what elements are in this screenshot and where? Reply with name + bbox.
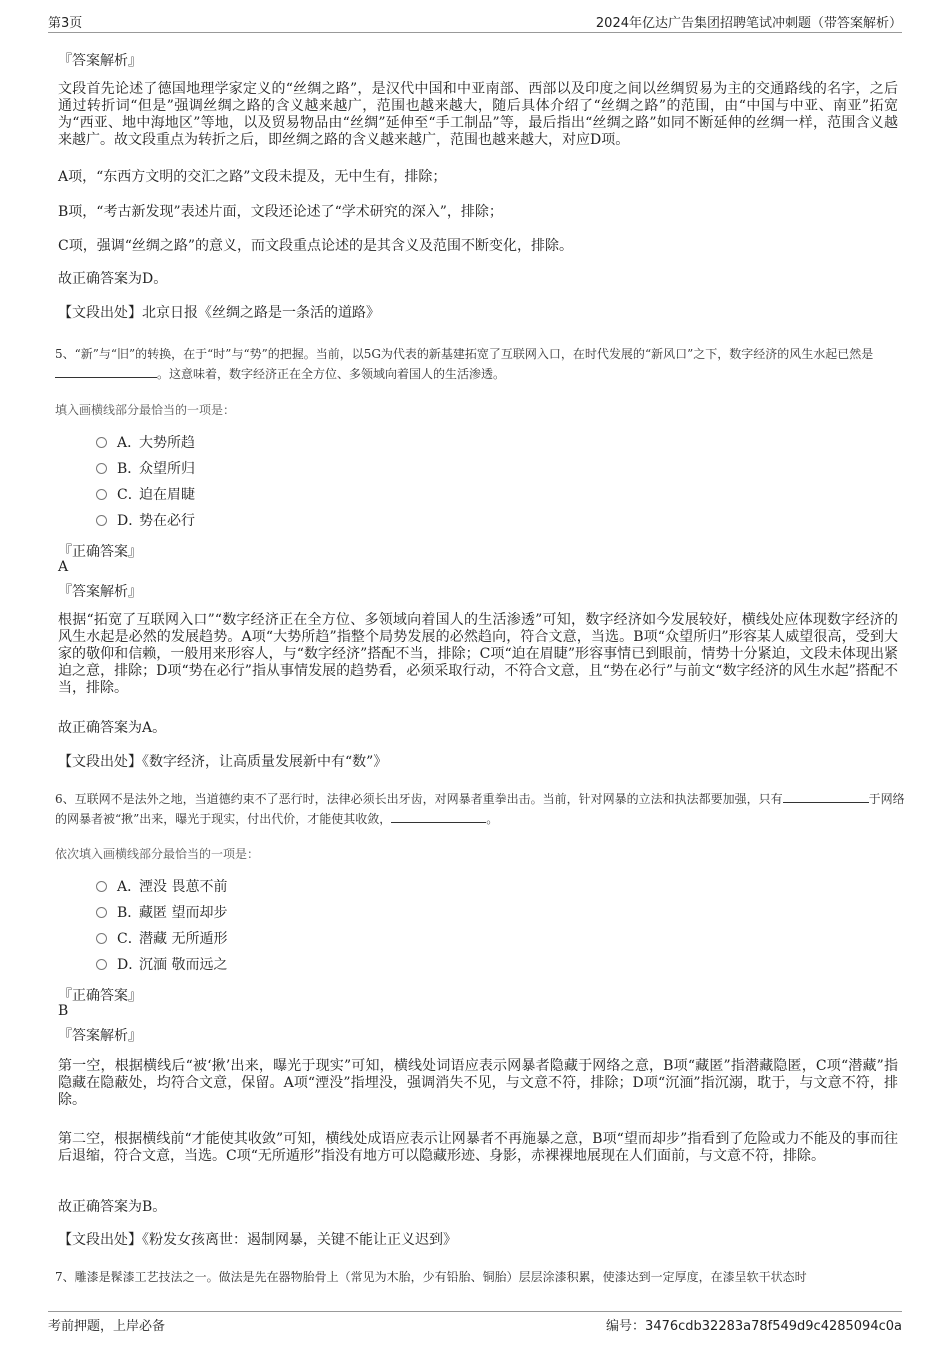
option-a[interactable]: A．大势所趋 xyxy=(96,433,195,453)
analysis-paragraph-1: 第一空，根据横线后“被‘揪’出来，曝光于现实”可知，横线处词语应表示网暴者隐藏于网络之意，B项“藏匿”指潜藏隐匿，C项“潜藏”指隐藏在隐蔽处，均符合文意，保留。A项“湮没”指埋没，强调消失不见，与文意不符，排除；D项“沉湎”指沉溺，耽于，与文意不符，排除。 xyxy=(58,1058,898,1108)
option-a[interactable]: A．湮没 畏葸不前 xyxy=(96,877,227,897)
analysis-item-a: A项，“东西方文明的交汇之路”文段未提及，无中生有，排除； xyxy=(58,169,447,185)
document-id: 编号：3476cdb32283a78f549d9c4285094c0a xyxy=(606,1319,902,1334)
option-b[interactable]: B．藏匿 望而却步 xyxy=(96,903,227,923)
analysis-text: 根据“拓宽了互联网入口”“数字经济正在全方位、多领域向着国人的生活渗透”可知，数字经济如今发展较好，横线处应体现数字经济的风生水起是必然的发展趋势。A项“大势所趋”指整个局势发展的必然趋向，符合文意，当选。B项“众望所归”形容某人威望很高，受到大家的敬仰和信赖，一般用来形容人，与“数字经济”搭配不当，排除；C项“迫在眉睫”形容事情已到眼前，情势十分紧迫，文段未体现出紧迫之意，排除；D项“势在必行”指从事情发展的趋势看，必须采取行动，不符合文意，且“势在必行”与前文“数字经济的风生水起”搭配不当，排除。 xyxy=(58,612,898,696)
blank-line xyxy=(391,811,486,823)
blank-line xyxy=(783,791,869,803)
analysis-label: 『答案解析』 xyxy=(58,1028,142,1044)
option-b[interactable]: B．众望所归 xyxy=(96,459,195,479)
option-c[interactable]: C．潜藏 无所遁形 xyxy=(96,929,227,949)
analysis-paragraph-2: 第二空，根据横线前“才能使其收敛”可知，横线处成语应表示让网暴者不再施暴之意，B项“望而却步”指看到了危险或力不能及的事而往后退缩，符合文意，当选。C项“无所遁形”指没有地方可以隐藏形迹、身影，赤裸裸地展现在人们面前，与文意不符，排除。 xyxy=(58,1131,898,1164)
blank-line xyxy=(55,366,157,378)
answer-conclusion: 故正确答案为A。 xyxy=(58,720,167,736)
radio-icon[interactable] xyxy=(96,933,107,944)
question-6-stem: 6、互联网不是法外之地，当道德约束不了恶行时，法律必须长出牙齿，对网暴者重拳出击。当前，针对网暴的立法和执法都要加强，只有 于网络的网暴者被“揪”出来，曝光于现实，付出代价，才能使其收敛， 。 xyxy=(55,792,905,826)
document-title: 2024年亿达广告集团招聘笔试冲刺题（带答案解析） xyxy=(595,16,902,31)
correct-answer: A xyxy=(58,559,69,575)
analysis-label: 『答案解析』 xyxy=(58,53,142,69)
radio-icon[interactable] xyxy=(96,437,107,448)
option-c[interactable]: C．迫在眉睫 xyxy=(96,485,195,505)
radio-icon[interactable] xyxy=(96,515,107,526)
page-header xyxy=(48,10,902,33)
footer-slogan: 考前押题，上岸必备 xyxy=(48,1319,166,1334)
answer-conclusion: 故正确答案为D。 xyxy=(58,271,168,287)
question-5-stem: 5、“新”与“旧”的转换，在于“时”与“势”的把握。当前，以5G为代表的新基建拓宽了互联网入口，在时代发展的“新风口”之下，数字经济的风生水起已然是。这意味着，数字经济正在全方位、多领域向着国人的生活渗透。 xyxy=(55,347,874,381)
page-number: 第3页 xyxy=(48,16,83,31)
analysis-label: 『答案解析』 xyxy=(58,584,142,600)
analysis-item-b: B项，“考古新发现”表述片面，文段还论述了“学术研究的深入”，排除； xyxy=(58,204,503,220)
passage-source: 【文段出处】《粉发女孩离世：遏制网暴，关键不能让正义迟到》 xyxy=(58,1232,457,1248)
radio-icon[interactable] xyxy=(96,881,107,892)
passage-source: 【文段出处】北京日报《丝绸之路是一条活的道路》 xyxy=(58,305,380,321)
radio-icon[interactable] xyxy=(96,463,107,474)
option-d[interactable]: D．势在必行 xyxy=(96,511,195,531)
radio-icon[interactable] xyxy=(96,489,107,500)
passage-source: 【文段出处】《数字经济，让高质量发展新中有“数”》 xyxy=(58,754,388,770)
analysis-item-c: C项，强调“丝绸之路”的意义，而文段重点论述的是其含义及范围不断变化，排除。 xyxy=(58,238,574,254)
question-6-instruction: 依次填入画横线部分最恰当的一项是： xyxy=(55,847,260,861)
page-footer xyxy=(48,1311,902,1334)
correct-answer-label: 『正确答案』 xyxy=(58,544,142,560)
radio-icon[interactable] xyxy=(96,907,107,918)
answer-conclusion: 故正确答案为B。 xyxy=(58,1199,167,1215)
correct-answer: B xyxy=(58,1003,69,1019)
question-7-stem: 7、雕漆是髹漆工艺技法之一。做法是先在器物胎骨上（常见为木胎，少有铅胎、铜胎）层层涂漆积累，使漆达到一定厚度，在漆呈软干状态时 xyxy=(55,1270,807,1284)
correct-answer-label: 『正确答案』 xyxy=(58,988,142,1004)
analysis-text: 文段首先论述了德国地理学家定义的“丝绸之路”，是汉代中国和中亚南部、西部以及印度之间以丝绸贸易为主的交通路线的名字，之后通过转折词“但是”强调丝绸之路的含义越来越广，范围也越来越大，随后具体介绍了“丝绸之路”的范围，由“中国与中亚、南亚”拓宽为“西亚、地中海地区”等地，以及贸易物品由“丝绸”延伸至“手工制品”等，最后指出“丝绸之路”如同不断延伸的丝绸一样，范围含义越来越广。故文段重点为转折之后，即丝绸之路的含义越来越广，范围也越来越大，对应D项。 xyxy=(58,81,898,148)
radio-icon[interactable] xyxy=(96,959,107,970)
option-d[interactable]: D．沉湎 敬而远之 xyxy=(96,955,227,975)
question-5-instruction: 填入画横线部分最恰当的一项是： xyxy=(55,403,236,417)
